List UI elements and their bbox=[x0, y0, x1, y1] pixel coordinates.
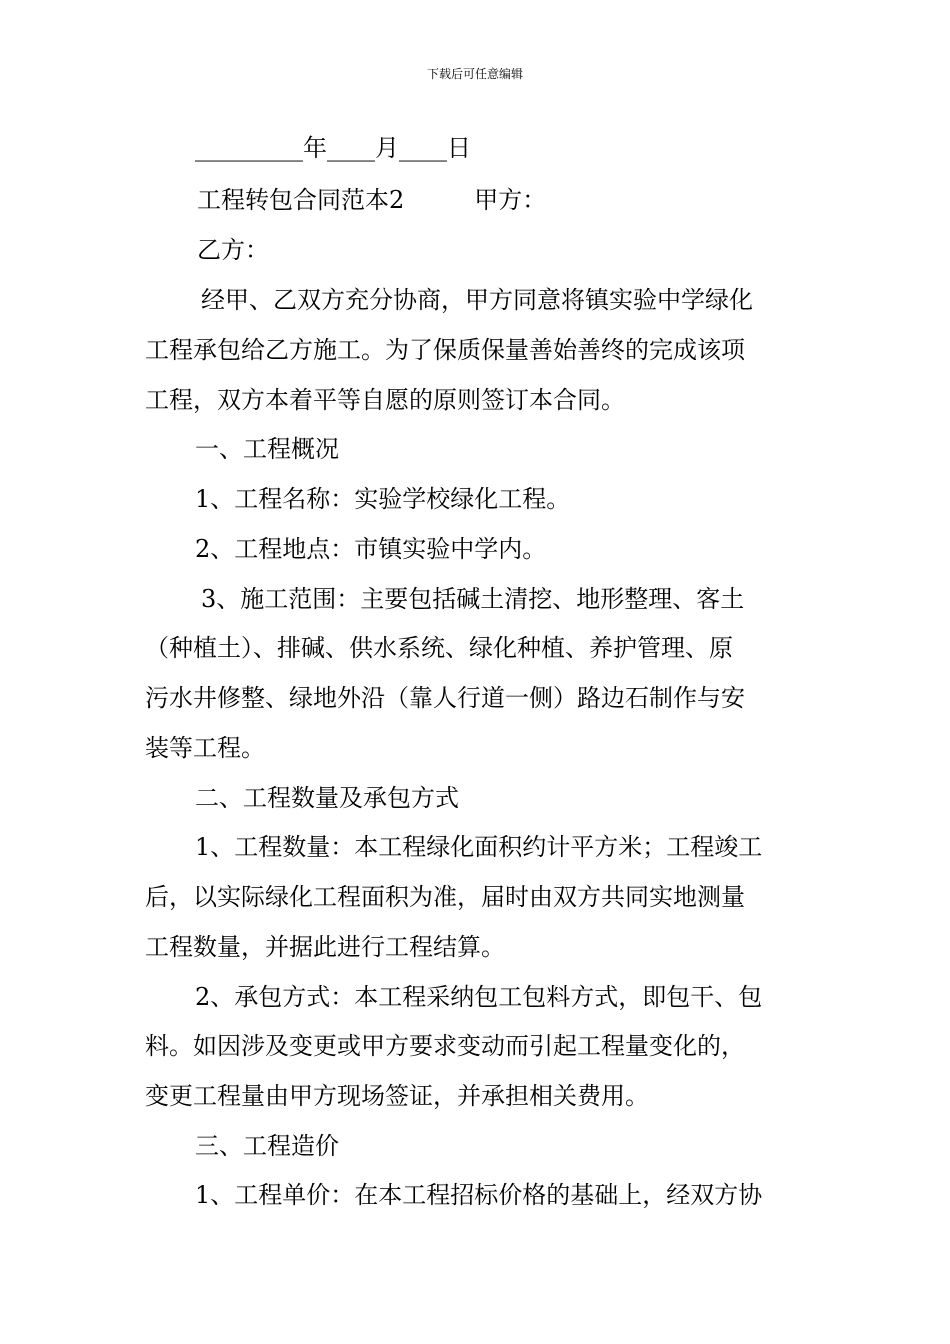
party-b-label: 乙方： bbox=[197, 236, 269, 264]
day-label: 日 bbox=[447, 134, 471, 162]
paragraph-line: 污水井修整、绿地外沿（靠人行道一侧）路边石制作与安 bbox=[145, 684, 745, 712]
paragraph-line: 3、施工范围：主要包括碱土清挖、地形整理、客土 bbox=[201, 585, 745, 613]
date-blank-day: ____ bbox=[399, 134, 447, 162]
paragraph-line: （种植土）、排碱、供水系统、绿化种植、养护管理、原 bbox=[145, 634, 733, 662]
paragraph-line: 2、承包方式：本工程采纳包工包料方式，即包干、包 bbox=[195, 983, 763, 1011]
paragraph-line: 2、工程地点：市镇实验中学内。 bbox=[195, 535, 547, 563]
header-note: 下载后可任意编辑 bbox=[426, 67, 523, 81]
title-line bbox=[197, 180, 546, 220]
paragraph-line: 后，以实际绿化工程面积为准，届时由双方共同实地测量 bbox=[145, 883, 745, 911]
date-blank-year: _________ bbox=[195, 134, 303, 162]
year-label: 年 bbox=[303, 134, 327, 162]
paragraph-line: 工程，双方本着平等自愿的原则签订本合同。 bbox=[145, 386, 625, 414]
paragraph-line: 料。如因涉及变更或甲方要求变动而引起工程量变化的， bbox=[145, 1032, 745, 1060]
paragraph-line: 变更工程量由甲方现场签证，并承担相关费用。 bbox=[145, 1082, 649, 1110]
month-label: 月 bbox=[375, 134, 399, 162]
party-a-label: 甲方： bbox=[474, 186, 547, 214]
paragraph-line: 工程数量，并据此进行工程结算。 bbox=[145, 933, 505, 961]
paragraph-line: 经甲、乙双方充分协商，甲方同意将镇实验中学绿化 bbox=[201, 286, 753, 314]
section-heading: 二、工程数量及承包方式 bbox=[195, 784, 459, 812]
paragraph-line: 工程承包给乙方施工。为了保质保量善始善终的完成该项 bbox=[145, 336, 745, 364]
paragraph-line: 1、工程名称：实验学校绿化工程。 bbox=[195, 485, 571, 513]
paragraph-line: 1、工程数量：本工程绿化面积约计平方米；工程竣工 bbox=[195, 833, 763, 861]
paragraph-line: 装等工程。 bbox=[145, 734, 265, 762]
section-heading: 三、工程造价 bbox=[195, 1132, 339, 1160]
contract-title: 工程转包合同范本2 bbox=[197, 186, 405, 214]
paragraph-line: 1、工程单价：在本工程招标价格的基础上，经双方协 bbox=[195, 1181, 763, 1209]
date-line bbox=[195, 128, 471, 168]
section-heading: 一、工程概况 bbox=[195, 435, 339, 463]
date-blank-month: ____ bbox=[327, 134, 375, 162]
